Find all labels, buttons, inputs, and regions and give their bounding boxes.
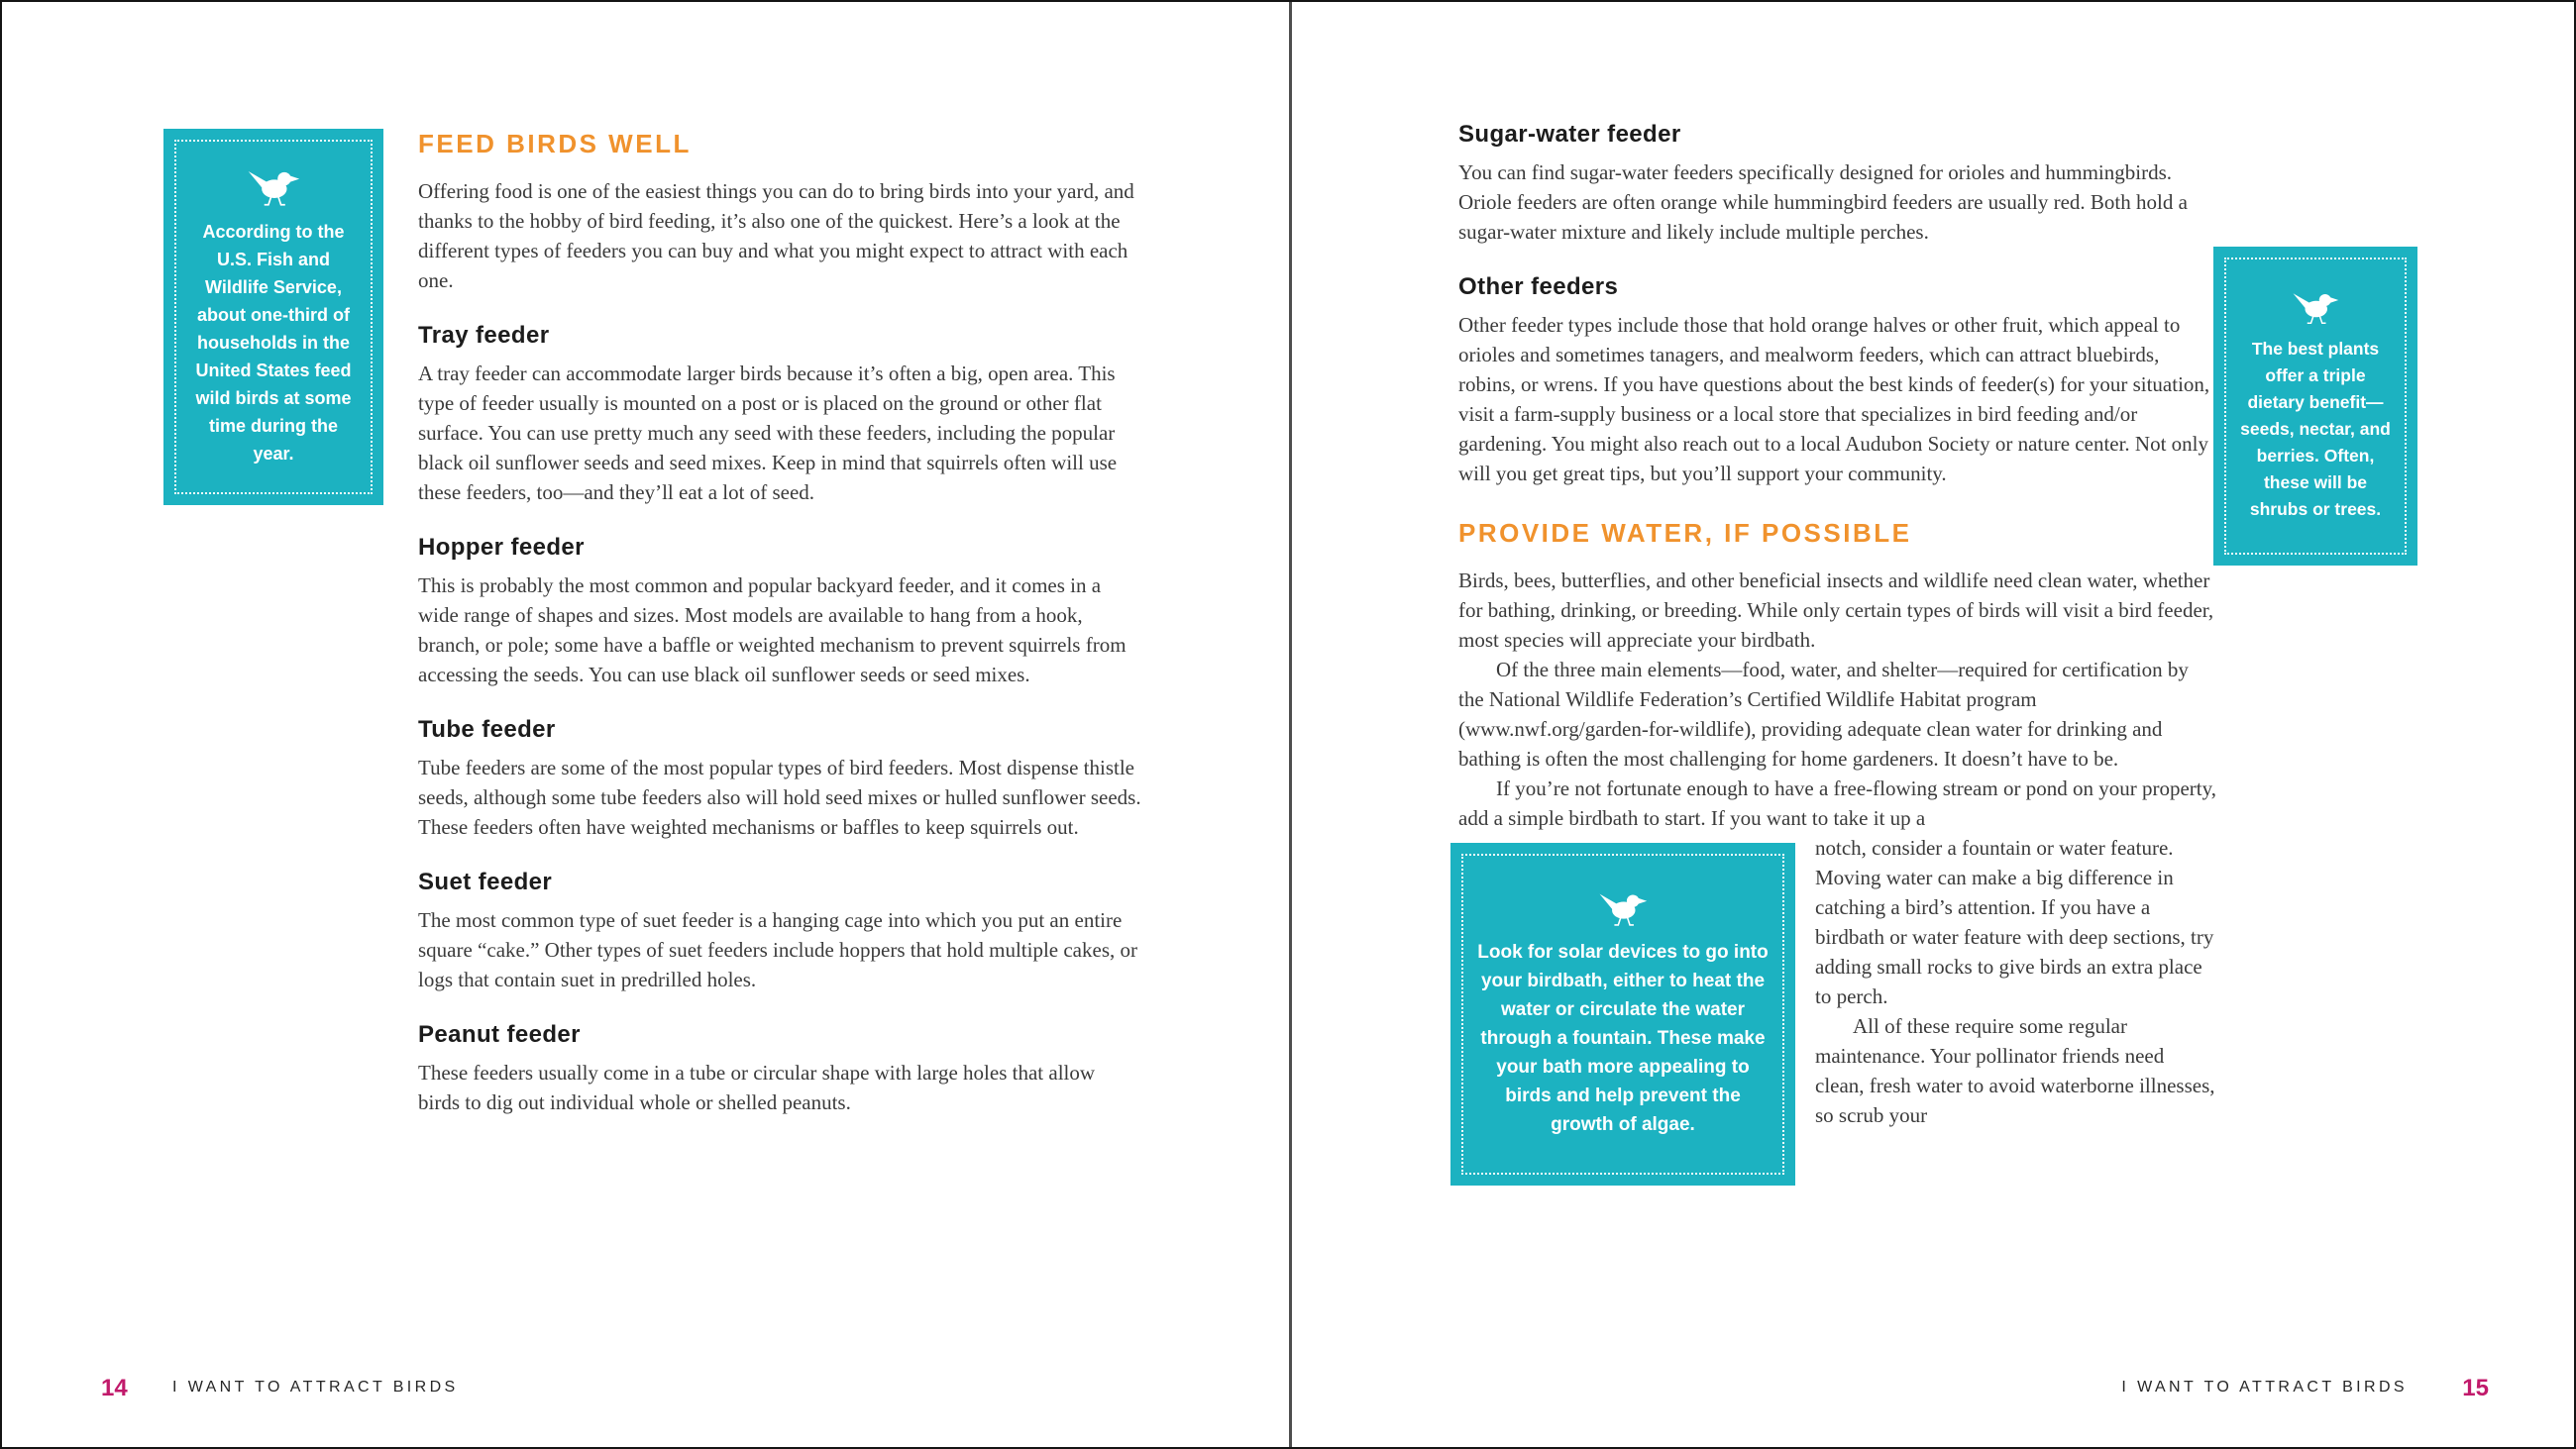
section-heading-provide-water: PROVIDE WATER, IF POSSIBLE [1458,518,1912,548]
paragraph-water-1: Birds, bees, butterflies, and other beneficial insects and wildlife need clean water, whether for bathing, drinking, or breeding. While only certain types of birds will visit a bird feeder, most species will appreciate your birdbath. [1458,569,2214,652]
paragraph-tray-feeder: A tray feeder can accommodate larger birds because it’s often a big, open area. This type of feeder usually is mounted on a post or is placed on the ground or other flat surface. You can use pretty much any seed with these feeders, including the popular black oil sunflower seeds and seed mixes. Keep in mind that squirrels often will use these feeders, too—and they’ll eat a lot of seed. [418,362,1118,504]
callout-text: Look for solar devices to go into your birdbath, either to heat the water or circulate the water through a fountain. These make your bath more appealing to birds and help prevent the growth of algae. [1477,942,1769,1135]
bird-icon [1598,889,1648,928]
bird-icon [2292,289,2339,326]
heading-suet-feeder: Suet feeder [418,869,553,895]
running-title-left: I WANT TO ATTRACT BIRDS [172,1379,459,1396]
callout-best-plants [2213,247,2417,566]
heading-tray-feeder: Tray feeder [418,322,550,349]
paragraph-hopper-feeder: This is probably the most common and popular backyard feeder, and it comes in a wide range of shapes and sizes. Most models are available to hang from a hook, branch, or pole; some have a baffle or weighted mechanism to prevent squirrels from accessing the seeds. You can use black oil sunflower seeds or seed mixes. [418,573,1127,686]
callout-fish-wildlife [163,129,383,505]
callout-text: The best plants offer a triple dietary benefit—seeds, nectar, and berries. Often, these will be shrubs or trees. [2240,339,2391,519]
paragraph-water-3: If you’re not fortunate enough to have a free-flowing stream or pond on your property, add a simple birdbath to start. If you want to take it up a [1458,776,2216,830]
heading-sugar-water-feeder: Sugar-water feeder [1458,121,1681,148]
bird-icon [247,166,300,208]
intro-paragraph: Offering food is one of the easiest things you can do to bring birds into your yard, and thanks to the hobby of bird feeding, it’s also one of the quickest. Here’s a look at the different types of feeders you can buy and what you might expect to attract with each one. [418,179,1134,292]
callout-text: According to the U.S. Fish and Wildlife Service, about one-third of households in the United States feed wild birds at some time during the year. [195,222,352,464]
heading-other-feeders: Other feeders [1458,273,1619,300]
heading-tube-feeder: Tube feeder [418,716,556,743]
running-title-right: I WANT TO ATTRACT BIRDS [2121,1379,2408,1396]
right-column [1458,121,2216,1193]
page-gutter-divider [1289,2,1292,1449]
text-wrap-zone [1458,833,2216,1135]
paragraph-sugar-water-feeder: You can find sugar-water feeders specifically designed for orioles and hummingbirds. Oriole feeders are often orange while hummingbird feeders are usually red. Both hold a sugar-water mixture and likely include multiple perches. [1458,160,2188,244]
callout-dotted-frame [1461,854,1784,1175]
paragraph-water-5: All of these require some regular maintenance. Your pollinator friends need clean, fresh water to avoid waterborne illnesses, so scrub your [1815,1014,2215,1127]
callout-solar-devices [1450,843,1795,1186]
paragraph-peanut-feeder: These feeders usually come in a tube or circular shape with large holes that allow birds to dig out individual whole or shelled peanuts. [418,1061,1096,1114]
callout-dotted-frame [174,140,373,494]
heading-peanut-feeder: Peanut feeder [418,1021,581,1048]
paragraph-suet-feeder: The most common type of suet feeder is a hanging cage into which you put an entire square “cake.” Other types of suet feeders include hoppers that hold multiple cakes, or logs that contain suet in predrilled holes. [418,908,1137,991]
page-number-right: 15 [2462,1375,2489,1401]
left-column [418,129,1141,1117]
section-heading-feed-birds-well: FEED BIRDS WELL [418,129,692,158]
paragraph-water-2: Of the three main elements—food, water, and shelter—required for certification by the National Wildlife Federation’s Certified Wildlife Habitat program (www.nwf.org/garden-for-wildlife), providing adequate clean water for drinking and bathing is often the most challenging for home gardeners. It doesn’t have to be. [1458,658,2189,771]
callout-dotted-frame [2224,258,2407,555]
page-number-left: 14 [101,1375,128,1401]
paragraph-tube-feeder: Tube feeders are some of the most popular types of bird feeders. Most dispense thistle seeds, although some tube feeders also will hold seed mixes or hulled sunflower seeds. These feeders often have weighted mechanisms or baffles to keep squirrels out. [418,756,1141,839]
heading-hopper-feeder: Hopper feeder [418,534,585,561]
paragraph-water-4: notch, consider a fountain or water feature. Moving water can make a big difference in catching a bird’s attention. If you have a birdbath or water feature with deep sections, try adding small rocks to give birds an extra place to perch. [1815,836,2214,1008]
paragraph-other-feeders: Other feeder types include those that hold orange halves or other fruit, which appeal to orioles and sometimes tanagers, and mealworm feeders, which can attract bluebirds, robins, or wrens. If you have questions about the best kinds of feeder(s) for your situation, visit a farm-supply business or a local store that specializes in bird feeding and/or gardening. You might also reach out to a local Audubon Society or nature center. Not only will you get great tips, but you’ll support your community. [1458,313,2210,485]
